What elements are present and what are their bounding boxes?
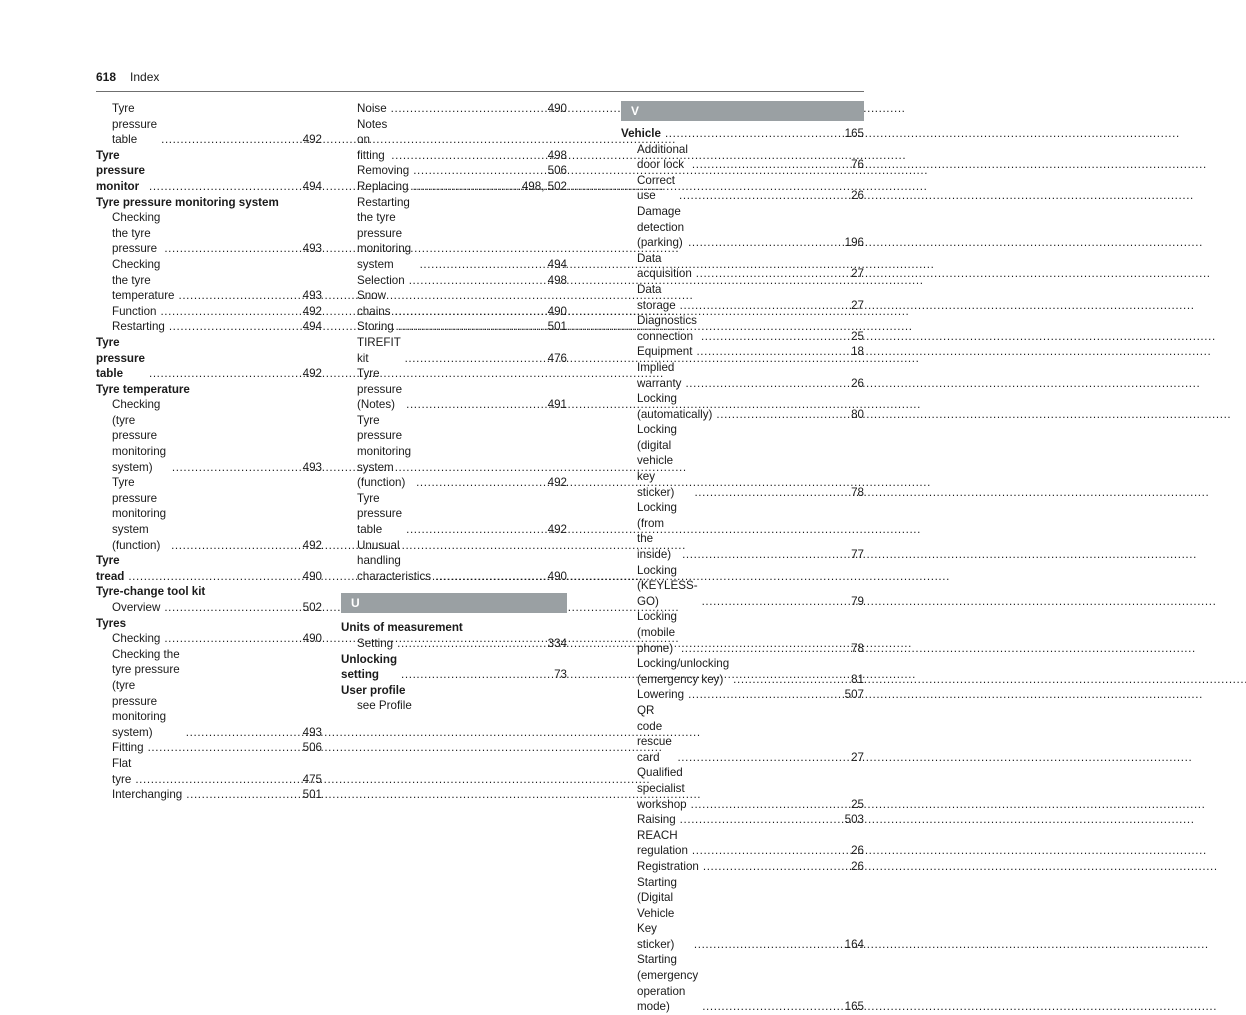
dot-leader (128, 569, 299, 585)
page-reference: 498 (547, 273, 567, 287)
page-reference: 492 (302, 304, 322, 318)
page-reference: 492 (547, 523, 567, 537)
page-reference: 164 (844, 937, 864, 951)
entry-text: Flat tyre (112, 756, 132, 786)
index-subentry (621, 765, 864, 812)
entry-text: Unusual handling characteristics (357, 538, 432, 583)
index-subentry (341, 101, 567, 117)
entry-text: Checking (tyre pressure monitoring system) (112, 398, 167, 474)
entry-text: Equipment (637, 345, 693, 359)
dot-leader (161, 132, 300, 148)
dot-leader (696, 344, 848, 360)
page-reference: 506 (547, 164, 567, 178)
section-letter-v: V (621, 101, 864, 121)
index-subentry (341, 179, 567, 195)
entry-text: Correct use (637, 173, 676, 203)
page-reference: 27 (851, 298, 864, 312)
page-reference: 76 (851, 158, 864, 172)
entry-text: Locking/unlocking (emergency key) (637, 657, 730, 686)
index-heading (621, 126, 864, 142)
page-reference: 165 (844, 127, 864, 140)
entry-text: REACH regulation (637, 828, 688, 858)
dot-leader (665, 126, 842, 142)
index-heading (96, 335, 322, 382)
page-reference: 490 (547, 569, 567, 583)
entry-text: Function (112, 304, 157, 318)
index-subentry (621, 173, 864, 204)
dot-leader (702, 999, 841, 1015)
dot-leader (172, 460, 300, 476)
entry-text: Checking (112, 632, 161, 646)
index-heading (96, 553, 322, 584)
dot-leader (692, 843, 848, 859)
index-heading (96, 616, 322, 632)
index-column-1 (96, 101, 322, 803)
entry-text: Data storage (637, 282, 676, 312)
dot-leader (733, 672, 848, 688)
dot-leader (688, 235, 842, 251)
dot-leader (413, 179, 519, 195)
entry-text: Diagnostics connection (637, 314, 697, 343)
dot-leader (164, 241, 299, 257)
page-reference: 492 (302, 538, 322, 552)
dot-leader (716, 407, 848, 423)
entry-text: Lowering (637, 688, 685, 702)
index-column-3 (621, 101, 864, 1015)
page-reference: 490 (302, 569, 322, 583)
index-section-v (621, 126, 864, 1015)
dot-leader (420, 257, 545, 273)
entry-text: Tyre pressure table (357, 491, 403, 537)
entry-text: Raising (637, 813, 676, 827)
entry-text: Tyre temperature (96, 382, 190, 396)
index-section-u (341, 620, 567, 714)
index-subentry (341, 413, 567, 491)
index-subentry (96, 756, 322, 787)
dot-leader (681, 641, 848, 657)
page-reference: 476 (547, 351, 567, 365)
page-reference: 490 (547, 102, 567, 115)
dot-leader (149, 366, 300, 382)
index-subentry (621, 142, 864, 173)
index-subentry (621, 251, 864, 282)
entry-text: Locking (mobile phone) (637, 610, 677, 655)
dot-leader (160, 304, 299, 320)
entry-text: Interchanging (112, 788, 183, 802)
dot-leader (149, 179, 300, 195)
index-subentry (96, 600, 322, 616)
entry-text: Tyre tread (96, 554, 125, 583)
dot-leader (164, 631, 299, 647)
dot-leader (416, 475, 545, 491)
entry-text: Replacing (357, 179, 409, 193)
page-reference: 498, 502 (521, 179, 567, 193)
dot-leader (391, 148, 544, 164)
entry-text: Fitting (112, 741, 144, 755)
entry-text: Locking (digital vehicle key sticker) (637, 423, 677, 499)
index-subentry (621, 500, 864, 562)
entry-text: Locking (from the inside) (637, 501, 677, 562)
entry-text: Vehicle (621, 127, 661, 140)
page-reference: 494 (302, 179, 322, 193)
page-reference: 501 (302, 788, 322, 802)
dot-leader (186, 725, 300, 741)
entry-text: QR code rescue card (637, 703, 672, 764)
page-reference: 78 (851, 485, 864, 499)
page-reference: 490 (302, 632, 322, 646)
entry-text: Removing (357, 164, 410, 178)
page-reference: 492 (547, 476, 567, 490)
entry-text: Data acquisition (637, 251, 692, 281)
index-subentry (621, 859, 864, 875)
index-subentry (341, 319, 567, 335)
page-reference: 27 (851, 267, 864, 281)
index-subentry (96, 257, 322, 304)
dot-leader (702, 594, 849, 610)
entry-text: Starting (emergency operation mode) (637, 953, 699, 1014)
entry-text: Damage detection (parking) (637, 204, 685, 250)
dot-leader (685, 376, 848, 392)
dot-leader (694, 937, 842, 953)
index-heading (341, 683, 567, 699)
index-subentry (621, 656, 864, 687)
entry-text: Tyre pressure monitoring system (96, 195, 279, 209)
page-reference: 81 (851, 672, 864, 686)
index-subentry (341, 698, 567, 714)
page-reference: 493 (302, 460, 322, 474)
page-reference: 26 (851, 844, 864, 858)
dot-leader (680, 298, 848, 314)
dot-leader (401, 667, 551, 683)
dot-leader (406, 522, 545, 538)
entry-text: Notes on fitting (357, 117, 388, 162)
dot-leader (186, 787, 299, 803)
section-letter-u: U (341, 593, 567, 613)
index-subentry (96, 475, 322, 553)
page-reference: 73 (554, 668, 567, 682)
index-subentry (621, 952, 864, 1014)
entry-text: Tyre-change tool kit (96, 585, 206, 599)
index-heading (341, 620, 567, 636)
index-subentry (96, 319, 322, 335)
page-header (96, 70, 864, 92)
entry-text: Tyre pressure monitor (96, 148, 145, 193)
page-reference: 493 (302, 725, 322, 739)
page-reference: 26 (851, 859, 864, 873)
page-reference: 26 (851, 189, 864, 203)
index-heading (96, 148, 322, 195)
index-subentry (621, 609, 864, 656)
page-reference: 27 (851, 750, 864, 764)
dot-leader (397, 636, 545, 652)
dot-leader (435, 569, 545, 585)
dot-leader (680, 812, 842, 828)
dot-leader (703, 859, 848, 875)
page-reference: 196 (844, 236, 864, 250)
dot-leader (135, 772, 299, 788)
index-subentry (621, 282, 864, 313)
index-subentry (96, 631, 322, 647)
dot-leader (169, 319, 300, 335)
entry-text: Tyre pressure table (112, 102, 158, 147)
entry-text: Restarting (112, 320, 165, 334)
page-reference: 493 (302, 289, 322, 303)
dot-leader (413, 163, 544, 179)
page-reference: 502 (302, 601, 322, 614)
dot-leader (406, 397, 545, 413)
page-reference: 507 (844, 688, 864, 702)
dot-leader (682, 547, 848, 563)
page-reference: 77 (851, 548, 864, 562)
index-heading (96, 195, 322, 211)
dot-leader (164, 600, 299, 616)
entry-text: Setting (357, 637, 394, 650)
entry-text: Starting (Digital Vehicle Key sticker) (637, 875, 677, 951)
dot-leader (701, 329, 848, 345)
entry-text: Checking the tyre pressure (tyre pressure monitoring system) (112, 647, 180, 739)
page-reference: 165 (844, 1000, 864, 1014)
entry-text: Additional door lock (637, 142, 688, 172)
entry-text: Units of measurement (341, 621, 463, 635)
dot-leader (409, 273, 545, 289)
page-reference: 334 (547, 637, 567, 650)
dot-leader (694, 485, 848, 501)
page-reference: 503 (844, 813, 864, 827)
index-subentry (621, 391, 864, 422)
index-subentry (96, 647, 322, 741)
entry-text: Locking (automatically) (637, 392, 713, 421)
page-reference: 79 (851, 594, 864, 608)
index-subentry (341, 335, 567, 366)
index-subentry (621, 875, 864, 953)
page-reference: 491 (547, 398, 567, 412)
index-subentry (341, 195, 567, 273)
page-number: 618 (96, 70, 117, 84)
entry-text: Restarting the tyre pressure monitoring system (357, 195, 412, 271)
index-subentry (621, 344, 864, 360)
index-subentry (341, 288, 567, 319)
entry-text: Selection (357, 273, 405, 287)
index-subentry (621, 812, 864, 828)
entry-text: Tyre pressure (Notes) (357, 367, 403, 412)
page-reference: 78 (851, 641, 864, 655)
page-reference: 494 (302, 320, 322, 334)
page-reference: 25 (851, 797, 864, 811)
dot-leader (395, 304, 545, 320)
entry-text: Storing (357, 320, 394, 334)
index-subentry (96, 101, 322, 148)
index-heading (96, 584, 322, 600)
entry-text: Locking (KEYLESS-GO) (637, 563, 698, 608)
index-subentry (341, 273, 567, 289)
page-reference: 498 (547, 148, 567, 162)
index-heading (341, 652, 567, 683)
index-subentry (341, 538, 567, 585)
entry-text: Overview (112, 601, 161, 614)
index-subentry (96, 397, 322, 475)
page-reference: 490 (547, 304, 567, 318)
entry-text: Tyre pressure monitoring system (function) (357, 413, 412, 490)
index-subentry (96, 740, 322, 756)
index-subentry (621, 703, 864, 765)
entry-text: Checking the tyre temperature (112, 257, 175, 303)
dot-leader (398, 319, 545, 335)
dot-leader (688, 687, 842, 703)
dot-leader (679, 188, 848, 204)
index-entries-continued (341, 101, 567, 584)
index-subentry (96, 304, 322, 320)
dot-leader (696, 266, 848, 282)
page-reference: 506 (302, 741, 322, 755)
index-subentry (621, 422, 864, 500)
dot-leader (405, 351, 545, 367)
index-subentry (96, 787, 322, 803)
page-reference: 494 (547, 257, 567, 271)
page-reference: 25 (851, 329, 864, 343)
entry-text: Tyre pressure monitoring system (function) (112, 476, 167, 552)
page-reference: 493 (302, 242, 322, 256)
dot-leader (148, 740, 300, 756)
index-subentry (341, 117, 567, 164)
section-title: Index (130, 70, 160, 84)
dot-leader (179, 288, 300, 304)
entry-text: Snow chains (357, 289, 391, 318)
entry-text: Tyre pressure table (96, 335, 145, 381)
index-subentry (621, 563, 864, 610)
page-reference: 26 (851, 376, 864, 390)
index-subentry (341, 366, 567, 413)
index-subentry (621, 828, 864, 859)
dot-leader (691, 797, 848, 813)
entry-text: see Profile (357, 699, 412, 713)
page-reference: 80 (851, 407, 864, 421)
entry-text: Tyres (96, 616, 127, 630)
page-reference: 501 (547, 320, 567, 334)
entry-text: Noise (357, 102, 387, 115)
index-subentry (341, 491, 567, 538)
entry-text: Implied warranty (637, 360, 682, 390)
dot-leader (692, 157, 848, 173)
entry-text: Qualified specialist workshop (637, 766, 687, 811)
page-reference: 492 (302, 367, 322, 381)
index-subentry (341, 636, 567, 652)
index-subentry (621, 313, 864, 344)
dot-leader (171, 538, 300, 554)
entry-text: TIREFIT kit (357, 335, 401, 365)
entry-text: Registration (637, 859, 699, 873)
entry-text: User profile (341, 683, 406, 697)
index-subentry (341, 163, 567, 179)
page-reference: 475 (302, 772, 322, 786)
index-subentry (96, 210, 322, 257)
index-subentry (621, 204, 864, 251)
index-heading (96, 382, 322, 398)
dot-leader (677, 750, 848, 766)
page-reference: 492 (302, 133, 322, 147)
index-subentry (621, 687, 864, 703)
index-column-2 (341, 101, 567, 714)
dot-leader (391, 101, 545, 117)
entry-text: Unlocking setting (341, 652, 398, 682)
page-reference: 18 (851, 345, 864, 359)
index-subentry (621, 360, 864, 391)
entry-text: Checking the tyre pressure (112, 211, 161, 256)
